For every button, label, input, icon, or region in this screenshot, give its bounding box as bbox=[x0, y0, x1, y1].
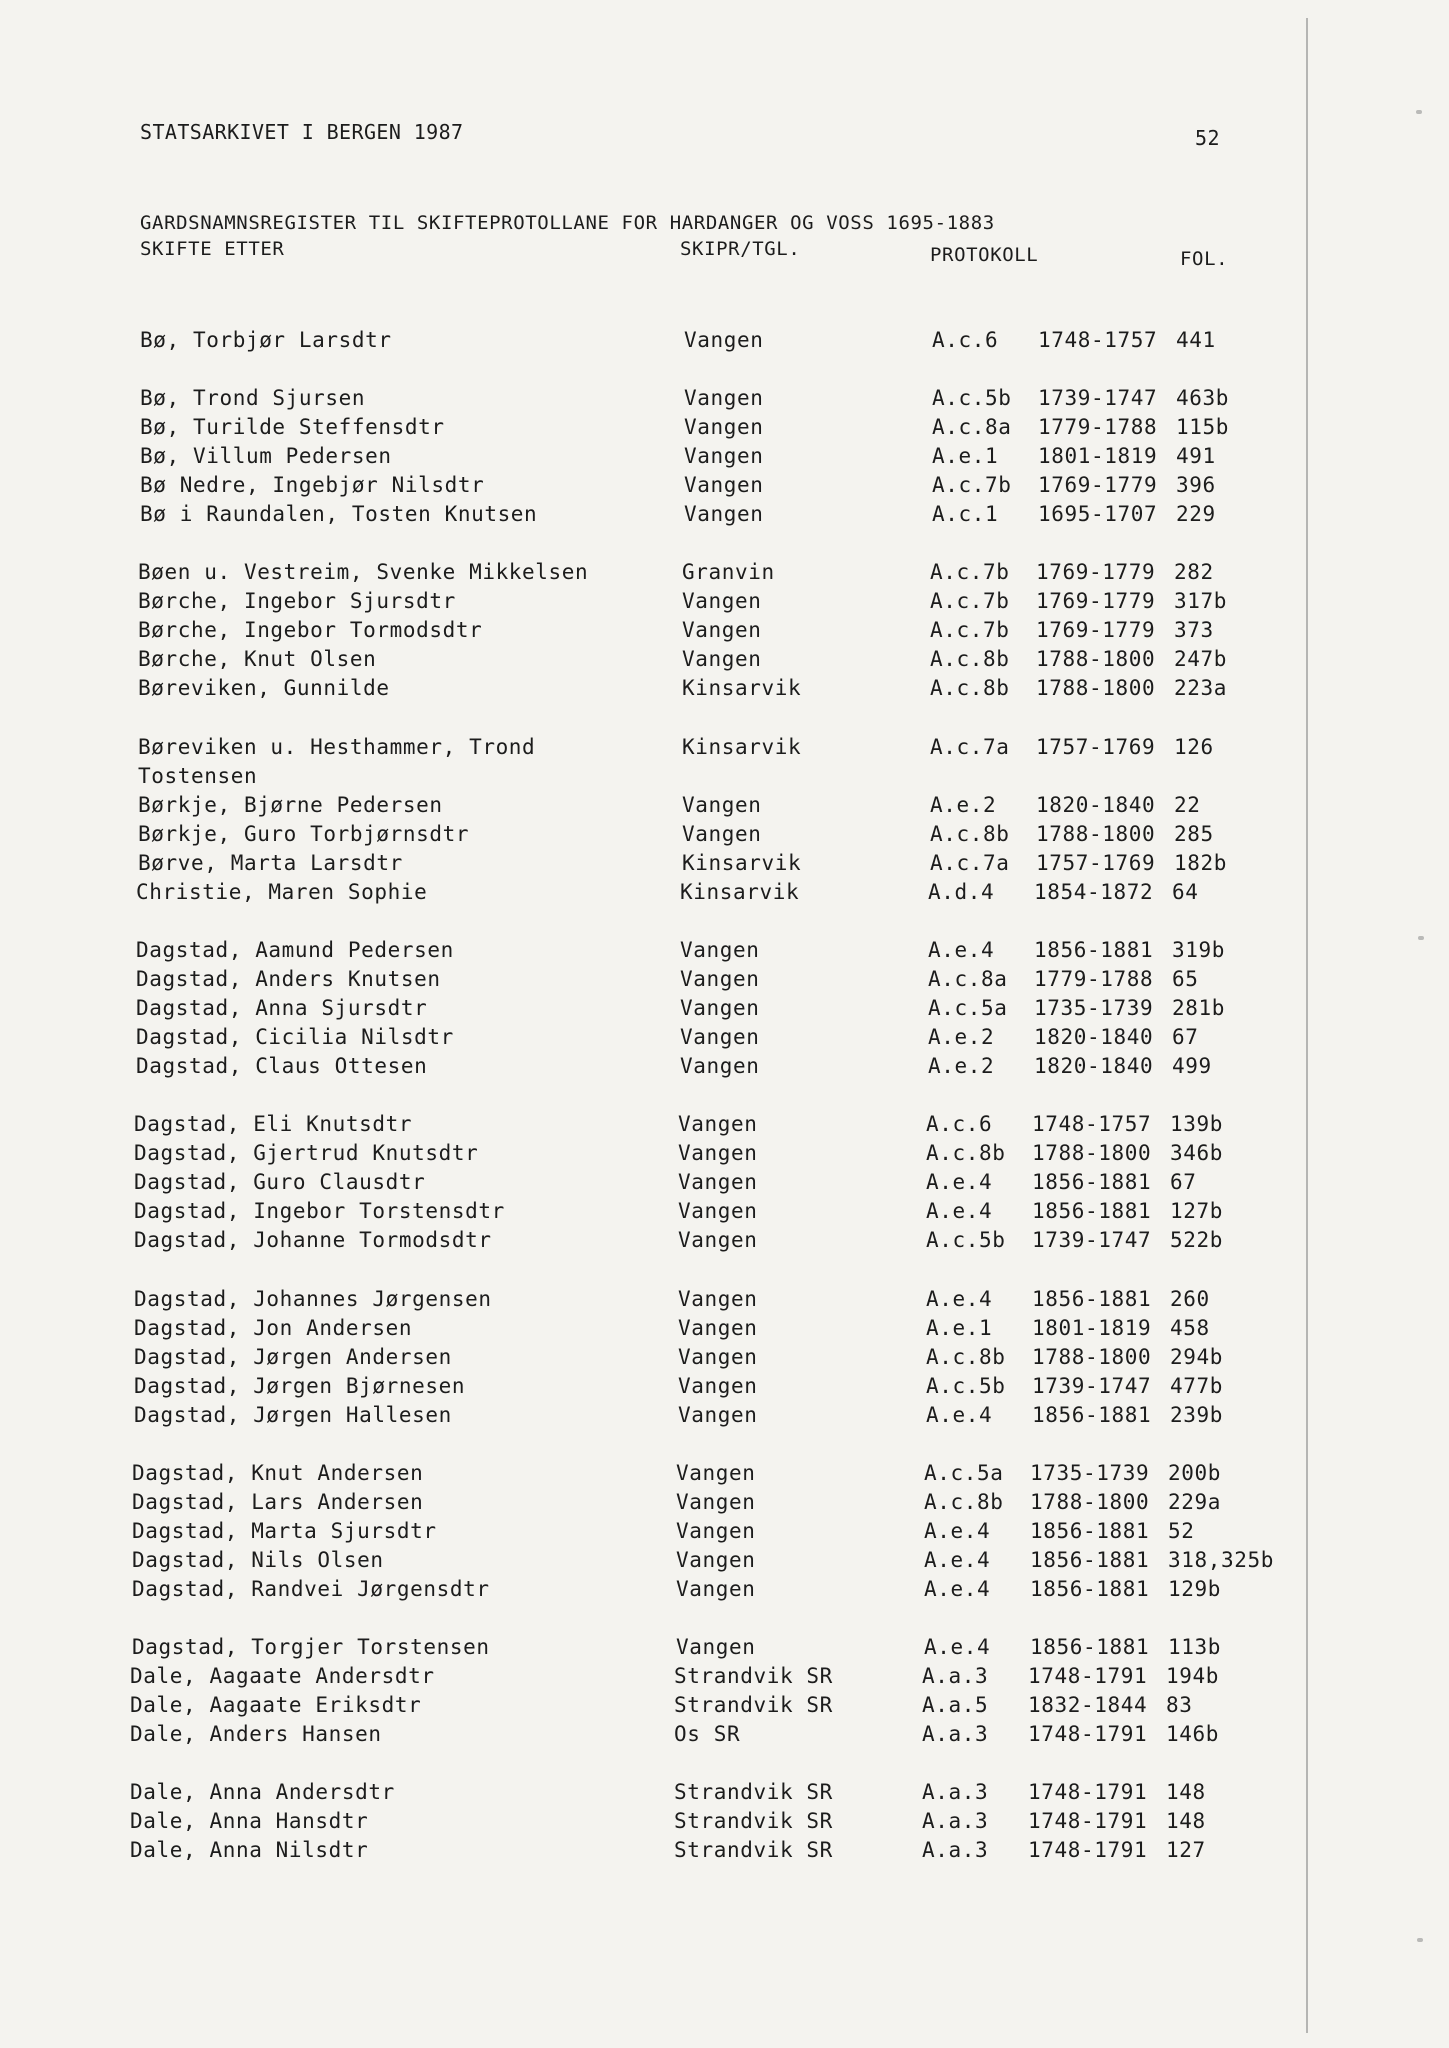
entry-protocol: A.c.8a bbox=[932, 415, 1012, 439]
entry-court: Strandvik SR bbox=[674, 1780, 833, 1804]
entry-years: 1856-1881 bbox=[1032, 1287, 1152, 1311]
entry-years: 1748-1791 bbox=[1028, 1722, 1148, 1746]
entry-name: Dagstad, Lars Andersen bbox=[132, 1490, 424, 1514]
entry-protocol: A.e.2 bbox=[930, 793, 997, 817]
entry-folio: 247b bbox=[1174, 647, 1227, 671]
entry-years: 1769-1779 bbox=[1036, 589, 1156, 613]
entry-protocol: A.c.5a bbox=[924, 1461, 1004, 1485]
entry-court: Kinsarvik bbox=[680, 880, 800, 904]
entry-name: Dagstad, Johanne Tormodsdtr bbox=[134, 1228, 492, 1252]
entry-years: 1801-1819 bbox=[1038, 444, 1158, 468]
entry-court: Kinsarvik bbox=[682, 735, 802, 759]
entry-name: Dale, Anna Hansdtr bbox=[130, 1809, 369, 1833]
entry-name: Dagstad, Anders Knutsen bbox=[136, 967, 441, 991]
entry-name: Børche, Ingebor Tormodsdtr bbox=[138, 618, 483, 642]
entry-years: 1695-1707 bbox=[1038, 502, 1158, 526]
entry-name: Tostensen bbox=[138, 764, 258, 788]
entry-folio: 65 bbox=[1172, 967, 1199, 991]
entry-protocol: A.c.8b bbox=[924, 1490, 1004, 1514]
entry-name: Dagstad, Cicilia Nilsdtr bbox=[136, 1025, 454, 1049]
entry-folio: 52 bbox=[1168, 1519, 1195, 1543]
entry-folio: 441 bbox=[1176, 328, 1216, 352]
entry-court: Vangen bbox=[684, 502, 764, 526]
entry-years: 1735-1739 bbox=[1030, 1461, 1150, 1485]
entry-court: Vangen bbox=[684, 386, 764, 410]
entry-name: Bø Nedre, Ingebjør Nilsdtr bbox=[140, 473, 485, 497]
entry-years: 1856-1881 bbox=[1032, 1199, 1152, 1223]
entry-protocol: A.c.7b bbox=[930, 560, 1010, 584]
entry-court: Os SR bbox=[674, 1722, 741, 1746]
entry-folio: 229a bbox=[1168, 1490, 1221, 1514]
entry-folio: 318,325b bbox=[1168, 1548, 1274, 1572]
entry-name: Børkje, Guro Torbjørnsdtr bbox=[138, 822, 470, 846]
entry-court: Vangen bbox=[678, 1112, 758, 1136]
entry-name: Børkje, Bjørne Pedersen bbox=[138, 793, 443, 817]
entry-name: Dale, Anders Hansen bbox=[130, 1722, 382, 1746]
entry-protocol: A.c.6 bbox=[932, 328, 999, 352]
entry-name: Bø, Turilde Steffensdtr bbox=[140, 415, 445, 439]
entry-court: Vangen bbox=[676, 1490, 756, 1514]
scan-speck bbox=[1418, 936, 1424, 940]
entry-folio: 522b bbox=[1170, 1228, 1223, 1252]
entry-years: 1739-1747 bbox=[1032, 1228, 1152, 1252]
entry-protocol: A.a.3 bbox=[922, 1809, 989, 1833]
entry-name: Bø, Torbjør Larsdtr bbox=[140, 328, 392, 352]
entry-name: Christie, Maren Sophie bbox=[136, 880, 428, 904]
entry-folio: 294b bbox=[1170, 1345, 1223, 1369]
entry-name: Dale, Aagaate Andersdtr bbox=[130, 1664, 435, 1688]
entry-court: Vangen bbox=[680, 996, 760, 1020]
entry-name: Dagstad, Anna Sjursdtr bbox=[136, 996, 428, 1020]
entry-protocol: A.c.5b bbox=[926, 1374, 1006, 1398]
entry-name: Dagstad, Randvei Jørgensdtr bbox=[132, 1577, 490, 1601]
entry-protocol: A.c.5b bbox=[926, 1228, 1006, 1252]
entry-protocol: A.e.4 bbox=[928, 938, 995, 962]
entry-protocol: A.e.4 bbox=[926, 1287, 993, 1311]
entry-folio: 499 bbox=[1172, 1054, 1212, 1078]
entry-court: Strandvik SR bbox=[674, 1838, 833, 1862]
entry-protocol: A.c.6 bbox=[926, 1112, 993, 1136]
entry-court: Vangen bbox=[678, 1199, 758, 1223]
entry-protocol: A.a.5 bbox=[922, 1693, 989, 1717]
entry-protocol: A.d.4 bbox=[928, 880, 995, 904]
entry-protocol: A.c.7b bbox=[930, 618, 1010, 642]
register-title: GARDSNAMNSREGISTER TIL SKIFTEPROTOLLANE FOR HARDANGER OG VOSS 1695-1883 bbox=[140, 212, 995, 234]
entry-protocol: A.e.4 bbox=[924, 1548, 991, 1572]
entry-years: 1769-1779 bbox=[1038, 473, 1158, 497]
entry-folio: 317b bbox=[1174, 589, 1227, 613]
entry-years: 1735-1739 bbox=[1034, 996, 1154, 1020]
entry-name: Dagstad, Claus Ottesen bbox=[136, 1054, 428, 1078]
entry-court: Vangen bbox=[682, 793, 762, 817]
entry-court: Vangen bbox=[680, 1054, 760, 1078]
entry-name: Dagstad, Ingebor Torstensdtr bbox=[134, 1199, 505, 1223]
entry-years: 1856-1881 bbox=[1032, 1170, 1152, 1194]
entry-name: Bø i Raundalen, Tosten Knutsen bbox=[140, 502, 538, 526]
entry-protocol: A.c.7b bbox=[930, 589, 1010, 613]
entry-years: 1856-1881 bbox=[1030, 1635, 1150, 1659]
entry-years: 1856-1881 bbox=[1030, 1548, 1150, 1572]
entry-protocol: A.e.4 bbox=[924, 1519, 991, 1543]
entry-name: Dagstad, Guro Clausdtr bbox=[134, 1170, 426, 1194]
entry-protocol: A.a.3 bbox=[922, 1838, 989, 1862]
entry-folio: 282 bbox=[1174, 560, 1214, 584]
entry-years: 1769-1779 bbox=[1036, 560, 1156, 584]
entry-years: 1832-1844 bbox=[1028, 1693, 1148, 1717]
entry-court: Vangen bbox=[678, 1141, 758, 1165]
entry-court: Strandvik SR bbox=[674, 1693, 833, 1717]
entry-name: Dagstad, Gjertrud Knutsdtr bbox=[134, 1141, 479, 1165]
entry-folio: 281b bbox=[1172, 996, 1225, 1020]
entry-years: 1856-1881 bbox=[1034, 938, 1154, 962]
entry-folio: 182b bbox=[1174, 851, 1227, 875]
entry-protocol: A.e.2 bbox=[928, 1025, 995, 1049]
entry-name: Bøen u. Vestreim, Svenke Mikkelsen bbox=[138, 560, 589, 584]
entry-years: 1757-1769 bbox=[1036, 735, 1156, 759]
entry-court: Vangen bbox=[678, 1228, 758, 1252]
entry-protocol: A.e.4 bbox=[926, 1403, 993, 1427]
entry-years: 1788-1800 bbox=[1032, 1141, 1152, 1165]
entry-protocol: A.c.1 bbox=[932, 502, 999, 526]
entry-protocol: A.e.4 bbox=[924, 1577, 991, 1601]
entry-name: Dale, Anna Nilsdtr bbox=[130, 1838, 369, 1862]
entry-name: Dagstad, Eli Knutsdtr bbox=[134, 1112, 413, 1136]
entry-name: Dagstad, Jørgen Hallesen bbox=[134, 1403, 452, 1427]
entry-court: Vangen bbox=[678, 1316, 758, 1340]
entry-protocol: A.a.3 bbox=[922, 1780, 989, 1804]
entry-folio: 146b bbox=[1166, 1722, 1219, 1746]
entry-court: Vangen bbox=[678, 1345, 758, 1369]
page-number: 52 bbox=[1195, 126, 1220, 150]
entry-folio: 346b bbox=[1170, 1141, 1223, 1165]
entry-court: Vangen bbox=[684, 415, 764, 439]
entry-years: 1769-1779 bbox=[1036, 618, 1156, 642]
entry-folio: 127 bbox=[1166, 1838, 1206, 1862]
entry-court: Vangen bbox=[676, 1577, 756, 1601]
entry-years: 1856-1881 bbox=[1030, 1519, 1150, 1543]
entry-name: Børve, Marta Larsdtr bbox=[138, 851, 403, 875]
entry-folio: 260 bbox=[1170, 1287, 1210, 1311]
entry-folio: 67 bbox=[1170, 1170, 1197, 1194]
entry-name: Dagstad, Marta Sjursdtr bbox=[132, 1519, 437, 1543]
scan-speck bbox=[1417, 1938, 1423, 1942]
entry-court: Vangen bbox=[682, 618, 762, 642]
entry-name: Dagstad, Jon Andersen bbox=[134, 1316, 413, 1340]
entry-years: 1788-1800 bbox=[1030, 1490, 1150, 1514]
entry-court: Vangen bbox=[680, 1025, 760, 1049]
entry-folio: 223a bbox=[1174, 676, 1227, 700]
entry-folio: 67 bbox=[1172, 1025, 1199, 1049]
entry-name: Bø, Villum Pedersen bbox=[140, 444, 392, 468]
entry-protocol: A.e.2 bbox=[928, 1054, 995, 1078]
entry-folio: 229 bbox=[1176, 502, 1216, 526]
entry-court: Vangen bbox=[676, 1461, 756, 1485]
archive-name: STATSARKIVET I BERGEN 1987 bbox=[140, 120, 464, 144]
entry-protocol: A.c.7b bbox=[932, 473, 1012, 497]
entry-years: 1779-1788 bbox=[1034, 967, 1154, 991]
entry-court: Kinsarvik bbox=[682, 676, 802, 700]
entry-folio: 396 bbox=[1176, 473, 1216, 497]
entry-protocol: A.c.8a bbox=[928, 967, 1008, 991]
entry-protocol: A.a.3 bbox=[922, 1664, 989, 1688]
entry-years: 1856-1881 bbox=[1032, 1403, 1152, 1427]
entry-protocol: A.c.7a bbox=[930, 851, 1010, 875]
entry-name: Dagstad, Johannes Jørgensen bbox=[134, 1287, 492, 1311]
entry-years: 1801-1819 bbox=[1032, 1316, 1152, 1340]
entry-name: Børeviken, Gunnilde bbox=[138, 676, 390, 700]
entry-years: 1788-1800 bbox=[1032, 1345, 1152, 1369]
entry-name: Dagstad, Knut Andersen bbox=[132, 1461, 424, 1485]
entry-years: 1788-1800 bbox=[1036, 822, 1156, 846]
entry-protocol: A.e.4 bbox=[926, 1199, 993, 1223]
entry-years: 1739-1747 bbox=[1038, 386, 1158, 410]
entry-protocol: A.e.1 bbox=[926, 1316, 993, 1340]
entry-folio: 463b bbox=[1176, 386, 1229, 410]
entry-name: Dale, Anna Andersdtr bbox=[130, 1780, 395, 1804]
entry-folio: 139b bbox=[1170, 1112, 1223, 1136]
entry-folio: 64 bbox=[1172, 880, 1199, 904]
entry-years: 1748-1791 bbox=[1028, 1664, 1148, 1688]
entry-court: Strandvik SR bbox=[674, 1664, 833, 1688]
entry-name: Dale, Aagaate Eriksdtr bbox=[130, 1693, 422, 1717]
scan-speck bbox=[1416, 110, 1422, 114]
entry-court: Kinsarvik bbox=[682, 851, 802, 875]
entry-folio: 126 bbox=[1174, 735, 1214, 759]
entry-court: Vangen bbox=[678, 1287, 758, 1311]
entry-protocol: A.c.8b bbox=[930, 647, 1010, 671]
entry-court: Vangen bbox=[680, 938, 760, 962]
entry-years: 1757-1769 bbox=[1036, 851, 1156, 875]
column-header-name: SKIFTE ETTER bbox=[140, 238, 285, 260]
entry-folio: 148 bbox=[1166, 1780, 1206, 1804]
entry-name: Børche, Knut Olsen bbox=[138, 647, 377, 671]
entry-folio: 129b bbox=[1168, 1577, 1221, 1601]
entry-court: Vangen bbox=[676, 1635, 756, 1659]
entry-folio: 239b bbox=[1170, 1403, 1223, 1427]
entry-court: Vangen bbox=[678, 1374, 758, 1398]
entry-folio: 127b bbox=[1170, 1199, 1223, 1223]
entry-folio: 285 bbox=[1174, 822, 1214, 846]
entry-name: Børeviken u. Hesthammer, Trond bbox=[138, 735, 536, 759]
entry-protocol: A.e.4 bbox=[926, 1170, 993, 1194]
entry-protocol: A.c.8b bbox=[930, 822, 1010, 846]
entry-court: Vangen bbox=[678, 1403, 758, 1427]
entry-folio: 458 bbox=[1170, 1316, 1210, 1340]
entry-folio: 83 bbox=[1166, 1693, 1193, 1717]
entry-years: 1856-1881 bbox=[1030, 1577, 1150, 1601]
entry-years: 1820-1840 bbox=[1034, 1025, 1154, 1049]
entry-protocol: A.c.7a bbox=[930, 735, 1010, 759]
entry-folio: 373 bbox=[1174, 618, 1214, 642]
entry-years: 1748-1791 bbox=[1028, 1809, 1148, 1833]
entry-name: Dagstad, Torgjer Torstensen bbox=[132, 1635, 490, 1659]
entry-name: Dagstad, Jørgen Bjørnesen bbox=[134, 1374, 466, 1398]
entry-years: 1739-1747 bbox=[1032, 1374, 1152, 1398]
entry-name: Dagstad, Nils Olsen bbox=[132, 1548, 384, 1572]
entry-court: Vangen bbox=[678, 1170, 758, 1194]
entry-court: Vangen bbox=[682, 589, 762, 613]
entry-court: Granvin bbox=[682, 560, 775, 584]
entry-protocol: A.c.8b bbox=[926, 1141, 1006, 1165]
column-header-court: SKIPR/TGL. bbox=[680, 238, 801, 260]
entry-court: Vangen bbox=[684, 473, 764, 497]
entry-folio: 113b bbox=[1168, 1635, 1221, 1659]
entry-name: Bø, Trond Sjursen bbox=[140, 386, 366, 410]
entry-court: Vangen bbox=[680, 967, 760, 991]
entry-court: Vangen bbox=[682, 822, 762, 846]
column-header-protocol: PROTOKOLL bbox=[930, 244, 1039, 266]
entry-years: 1748-1791 bbox=[1028, 1838, 1148, 1862]
page-edge-line bbox=[1306, 18, 1308, 2033]
entry-protocol: A.e.4 bbox=[924, 1635, 991, 1659]
entry-court: Vangen bbox=[684, 328, 764, 352]
entry-court: Vangen bbox=[682, 647, 762, 671]
entry-court: Vangen bbox=[676, 1548, 756, 1572]
entry-years: 1748-1791 bbox=[1028, 1780, 1148, 1804]
entry-years: 1748-1757 bbox=[1032, 1112, 1152, 1136]
entry-folio: 194b bbox=[1166, 1664, 1219, 1688]
entry-folio: 477b bbox=[1170, 1374, 1223, 1398]
entry-years: 1820-1840 bbox=[1034, 1054, 1154, 1078]
entry-years: 1748-1757 bbox=[1038, 328, 1158, 352]
entry-court: Vangen bbox=[676, 1519, 756, 1543]
entry-name: Dagstad, Jørgen Andersen bbox=[134, 1345, 452, 1369]
column-header-folio: FOL. bbox=[1180, 248, 1229, 270]
entry-folio: 148 bbox=[1166, 1809, 1206, 1833]
entry-protocol: A.e.1 bbox=[932, 444, 999, 468]
entry-years: 1788-1800 bbox=[1036, 676, 1156, 700]
entry-years: 1820-1840 bbox=[1036, 793, 1156, 817]
entry-name: Børche, Ingebor Sjursdtr bbox=[138, 589, 456, 613]
entry-protocol: A.c.8b bbox=[930, 676, 1010, 700]
entry-folio: 115b bbox=[1176, 415, 1229, 439]
entry-folio: 319b bbox=[1172, 938, 1225, 962]
entry-folio: 200b bbox=[1168, 1461, 1221, 1485]
entry-protocol: A.a.3 bbox=[922, 1722, 989, 1746]
entry-protocol: A.c.5b bbox=[932, 386, 1012, 410]
entry-years: 1788-1800 bbox=[1036, 647, 1156, 671]
entry-years: 1779-1788 bbox=[1038, 415, 1158, 439]
entry-folio: 491 bbox=[1176, 444, 1216, 468]
entry-court: Strandvik SR bbox=[674, 1809, 833, 1833]
entry-years: 1854-1872 bbox=[1034, 880, 1154, 904]
entry-protocol: A.c.5a bbox=[928, 996, 1008, 1020]
entry-folio: 22 bbox=[1174, 793, 1201, 817]
entry-court: Vangen bbox=[684, 444, 764, 468]
entry-name: Dagstad, Aamund Pedersen bbox=[136, 938, 454, 962]
entry-protocol: A.c.8b bbox=[926, 1345, 1006, 1369]
